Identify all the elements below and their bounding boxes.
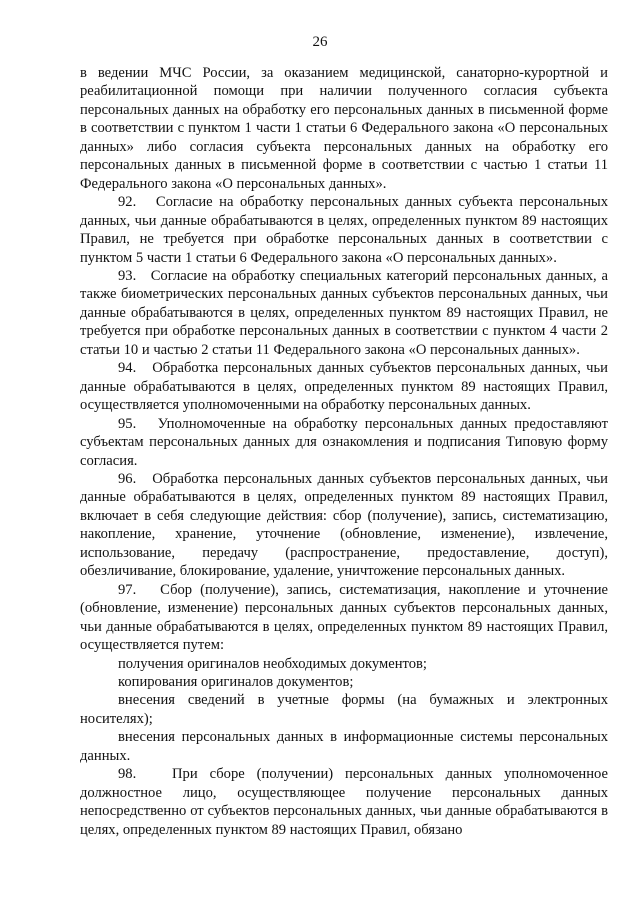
paragraph-continuation: в ведении МЧС России, за оказанием медицинской, санаторно-курортной и реабилитационной помощи при наличии полученного согласия субъекта персональных данных на обработку его персональных данных в письменной форме в соответствии с пунктом 1 части 1 статьи 6 Федерального закона «О персональных данных» либо согласия субъекта персональных данных на обработку его персональных данных в письменной форме в соответствии с частью 1 статьи 11 Федерального закона «О персональных данных». — [80, 65, 608, 192]
paragraph-98: 98. При сборе (получении) персональных данных уполномоченное должностное лицо, осуществляющее получение персональных данных непосредственно от субъектов персональных данных, чьи данные обрабатываются в целях, определенных пунктом 89 настоящих Правил, обязано — [80, 766, 608, 838]
document-body — [80, 64, 608, 839]
list-item-copies: копирования оригиналов документов; — [118, 673, 354, 690]
paragraph-92: 92. Согласие на обработку персональных данных субъекта персональных данных, чьи данные обрабатываются в целях, определенных пунктом 89 настоящих Правил, не требуется при обработке персональных данных в соответствии с пунктом 5 части 1 статьи 6 Федерального закона «О персональных данных». — [80, 194, 608, 266]
paragraph-94: 94. Обработка персональных данных субъектов персональных данных, чьи данные обрабатываются в целях, определенных пунктом 89 настоящих Правил, осуществляется уполномоченными на обработку персональных данных. — [80, 360, 608, 414]
list-item-originals: получения оригиналов необходимых документов; — [118, 655, 427, 672]
paragraph-95: 95. Уполномоченные на обработку персональных данных предоставляют субъектам персональных данных для ознакомления и подписания Типовую форму согласия. — [80, 415, 608, 469]
list-item-forms: внесения сведений в учетные формы (на бумажных и электронных носителях); — [80, 692, 608, 727]
page-number: 26 — [312, 34, 328, 50]
list-item-information-systems: внесения персональных данных в информационные системы персональных данных. — [80, 729, 608, 764]
paragraph-96: 96. Обработка персональных данных субъектов персональных данных, чьи данные обрабатываются в целях, определенных пунктом 89 настоящих Правил, включает в себя следующие действия: сбор (получение), запись, систематизацию, накопление, хранение, уточнение (обновление, изменение), извлечение, использование, передачу (распространение, предоставление, доступ), обезличивание, блокирование, удаление, уничтожение персональных данных. — [80, 470, 608, 580]
paragraph-93: 93. Согласие на обработку специальных категорий персональных данных, а также биометрических персональных данных субъектов персональных данных, чьи данные обрабатываются в целях, определенных пунктом 89 настоящих Правил, не требуется при обработке персональных данных в соответствии с пунктом 4 части 2 статьи 10 и частью 2 статьи 11 Федерального закона «О персональных данных». — [80, 267, 608, 358]
paragraph-97: 97. Сбор (получение), запись, систематизация, накопление и уточнение (обновление, изменение) персональных данных субъектов персональных данных, чьи данные обрабатываются в целях, определенных пунктом 89 настоящих Правил, осуществляется путем: — [80, 581, 608, 654]
